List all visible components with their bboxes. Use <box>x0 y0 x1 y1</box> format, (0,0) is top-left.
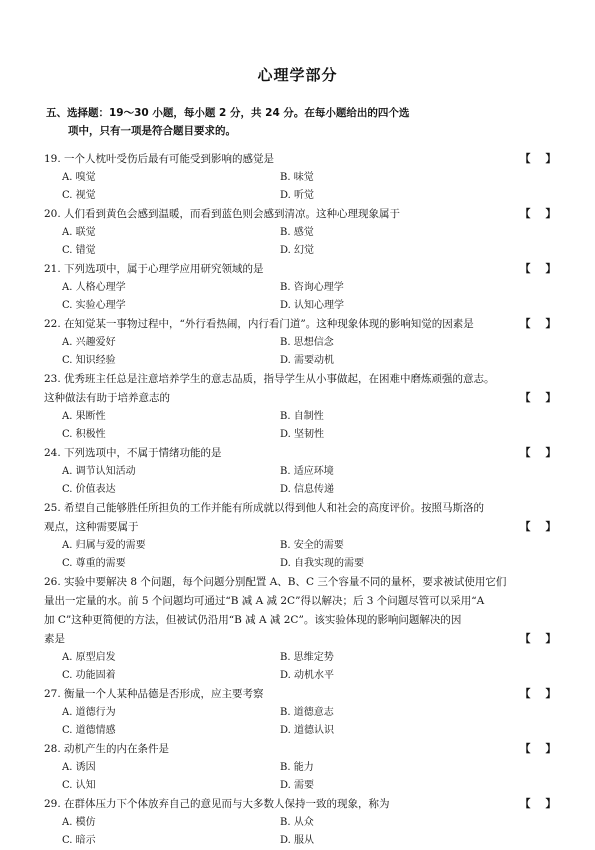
answer-option: A. 果断性 <box>62 411 106 422</box>
answer-option: C. 错觉 <box>62 245 96 256</box>
answer-bracket <box>520 150 556 169</box>
question-stem-line: 素是 <box>44 633 65 645</box>
answer-bracket <box>520 795 556 814</box>
question-stem-line: 29. 在群体压力下个体放弃自己的意见而与大多数人保持一致的现象，称为 <box>44 798 390 810</box>
bracket-open: 【 <box>520 521 531 533</box>
answer-option: B. 咨询心理学 <box>280 282 344 293</box>
question-item <box>44 740 564 795</box>
bracket-open: 【 <box>520 688 531 700</box>
answer-option: B. 思想信念 <box>280 337 334 348</box>
answer-bracket <box>520 389 556 408</box>
answer-option: D. 自我实现的需要 <box>280 558 365 569</box>
answer-option: D. 道德认识 <box>280 725 335 736</box>
option-grid <box>44 169 564 205</box>
bracket-open: 【 <box>520 318 531 330</box>
answer-option: A. 嗅觉 <box>62 172 96 183</box>
question-item <box>44 260 564 315</box>
bracket-close: 】 <box>545 798 556 810</box>
answer-option: D. 服从 <box>280 835 315 846</box>
question-item <box>44 685 564 740</box>
answer-option: D. 幻觉 <box>280 245 315 256</box>
answer-bracket <box>520 630 556 649</box>
answer-option: D. 信息传递 <box>280 484 335 495</box>
bracket-close: 】 <box>545 153 556 165</box>
answer-option: C. 实验心理学 <box>62 300 126 311</box>
question-stem-line: 24. 下列选项中，不属于情绪功能的是 <box>44 447 222 459</box>
question-stem-line: 量出一定量的水。前 5 个问题均可通过“B 减 A 减 2C”得以解决；后 3 个问题尽管可以采用“A <box>44 595 485 607</box>
answer-option: B. 从众 <box>280 817 314 828</box>
question-stem-line: 这种做法有助于培养意志的 <box>44 392 170 404</box>
answer-option: C. 暗示 <box>62 835 96 846</box>
answer-option: B. 味觉 <box>280 172 314 183</box>
answer-option: C. 道德情感 <box>62 725 116 736</box>
answer-bracket <box>520 260 556 279</box>
answer-bracket <box>520 685 556 704</box>
option-grid <box>44 334 564 370</box>
question-stem-line: 19. 一个人枕叶受伤后最有可能受到影响的感觉是 <box>44 153 275 165</box>
question-stem-line: 27. 衡量一个人某种品德是否形成，应主要考察 <box>44 688 264 700</box>
answer-option: A. 人格心理学 <box>62 282 126 293</box>
instructions-line: 五、选择题：19～30 小题，每小题 2 分，共 24 分。在每小题给出的四个选 <box>46 107 410 119</box>
bracket-close: 】 <box>545 743 556 755</box>
bracket-open: 【 <box>520 153 531 165</box>
question-stem-line: 22. 在知觉某一事物过程中，“外行看热闹，内行看门道”。这种现象体现的影响知觉的因素是 <box>44 318 474 330</box>
answer-option: B. 思维定势 <box>280 652 334 663</box>
question-item <box>44 444 564 499</box>
question-item <box>44 315 564 370</box>
question-stem-line: 23. 优秀班主任总是注意培养学生的意志品质，指导学生从小事做起，在困难中磨炼顽强的意志。 <box>44 373 495 385</box>
answer-option: A. 调节认知活动 <box>62 466 136 477</box>
answer-option: A. 归属与爱的需要 <box>62 540 146 551</box>
question-list <box>44 150 564 850</box>
answer-option: A. 道德行为 <box>62 707 116 718</box>
answer-option: B. 道德意志 <box>280 707 334 718</box>
bracket-open: 【 <box>520 743 531 755</box>
bracket-close: 】 <box>545 521 556 533</box>
question-stem-line: 28. 动机产生的内在条件是 <box>44 743 170 755</box>
answer-bracket <box>520 205 556 224</box>
question-item <box>44 205 564 260</box>
bracket-close: 】 <box>545 447 556 459</box>
option-grid <box>44 759 564 795</box>
bracket-open: 【 <box>520 447 531 459</box>
bracket-open: 【 <box>520 208 531 220</box>
answer-option: C. 功能固着 <box>62 670 116 681</box>
answer-option: A. 诱因 <box>62 762 96 773</box>
bracket-close: 】 <box>545 208 556 220</box>
bracket-open: 【 <box>520 392 531 404</box>
question-stem-line: 25. 希望自己能够胜任所担负的工作并能有所成就以得到他人和社会的高度评价。按照马斯洛的 <box>44 502 485 514</box>
question-item <box>44 573 564 685</box>
question-item <box>44 795 564 850</box>
section-instructions <box>46 104 546 140</box>
answer-option: B. 自制性 <box>280 411 324 422</box>
answer-option: C. 认知 <box>62 780 96 791</box>
option-grid <box>44 649 564 685</box>
question-item <box>44 499 564 573</box>
answer-option: D. 认知心理学 <box>280 300 345 311</box>
question-stem-line: 加 C”这种更简便的方法，但被试仍沿用“B 减 A 减 2C”。该实验体现的影响问题解决的因 <box>44 614 462 626</box>
option-grid <box>44 279 564 315</box>
answer-option: B. 感觉 <box>280 227 314 238</box>
answer-bracket <box>520 315 556 334</box>
question-stem-line: 观点，这种需要属于 <box>44 521 139 533</box>
question-stem-line: 21. 下列选项中，属于心理学应用研究领域的是 <box>44 263 264 275</box>
bracket-open: 【 <box>520 633 531 645</box>
option-grid <box>44 408 564 444</box>
answer-option: D. 听觉 <box>280 190 315 201</box>
answer-option: A. 模仿 <box>62 817 96 828</box>
answer-bracket <box>520 444 556 463</box>
answer-option: B. 能力 <box>280 762 314 773</box>
answer-option: C. 积极性 <box>62 429 106 440</box>
answer-option: C. 视觉 <box>62 190 96 201</box>
option-grid <box>44 704 564 740</box>
answer-option: A. 兴趣爱好 <box>62 337 116 348</box>
instructions-line: 项中，只有一项是符合题目要求的。 <box>68 125 236 137</box>
answer-option: D. 动机水平 <box>280 670 335 681</box>
answer-option: A. 联觉 <box>62 227 96 238</box>
question-stem-line: 26. 实验中要解决 8 个问题，每个问题分别配置 A、B、C 三个容量不同的量杯，要求被试使用它们 <box>44 576 507 588</box>
page-title: 心理学部分 <box>257 66 338 84</box>
option-grid <box>44 224 564 260</box>
bracket-open: 【 <box>520 798 531 810</box>
question-stem-line: 20. 人们看到黄色会感到温暖，而看到蓝色则会感到清凉。这种心理现象属于 <box>44 208 401 220</box>
bracket-close: 】 <box>545 688 556 700</box>
answer-bracket <box>520 740 556 759</box>
option-grid <box>44 814 564 850</box>
question-item <box>44 370 564 444</box>
answer-option: A. 原型启发 <box>62 652 116 663</box>
question-item <box>44 150 564 205</box>
answer-option: C. 价值表达 <box>62 484 116 495</box>
answer-bracket <box>520 518 556 537</box>
answer-option: B. 安全的需要 <box>280 540 344 551</box>
option-grid <box>44 537 564 573</box>
bracket-close: 】 <box>545 263 556 275</box>
answer-option: B. 适应环境 <box>280 466 334 477</box>
bracket-open: 【 <box>520 263 531 275</box>
bracket-close: 】 <box>545 633 556 645</box>
bracket-close: 】 <box>545 318 556 330</box>
answer-option: C. 尊重的需要 <box>62 558 126 569</box>
answer-option: C. 知识经验 <box>62 355 116 366</box>
option-grid <box>44 463 564 499</box>
answer-option: D. 需要动机 <box>280 355 335 366</box>
bracket-close: 】 <box>545 392 556 404</box>
answer-option: D. 坚韧性 <box>280 429 325 440</box>
answer-option: D. 需要 <box>280 780 315 791</box>
